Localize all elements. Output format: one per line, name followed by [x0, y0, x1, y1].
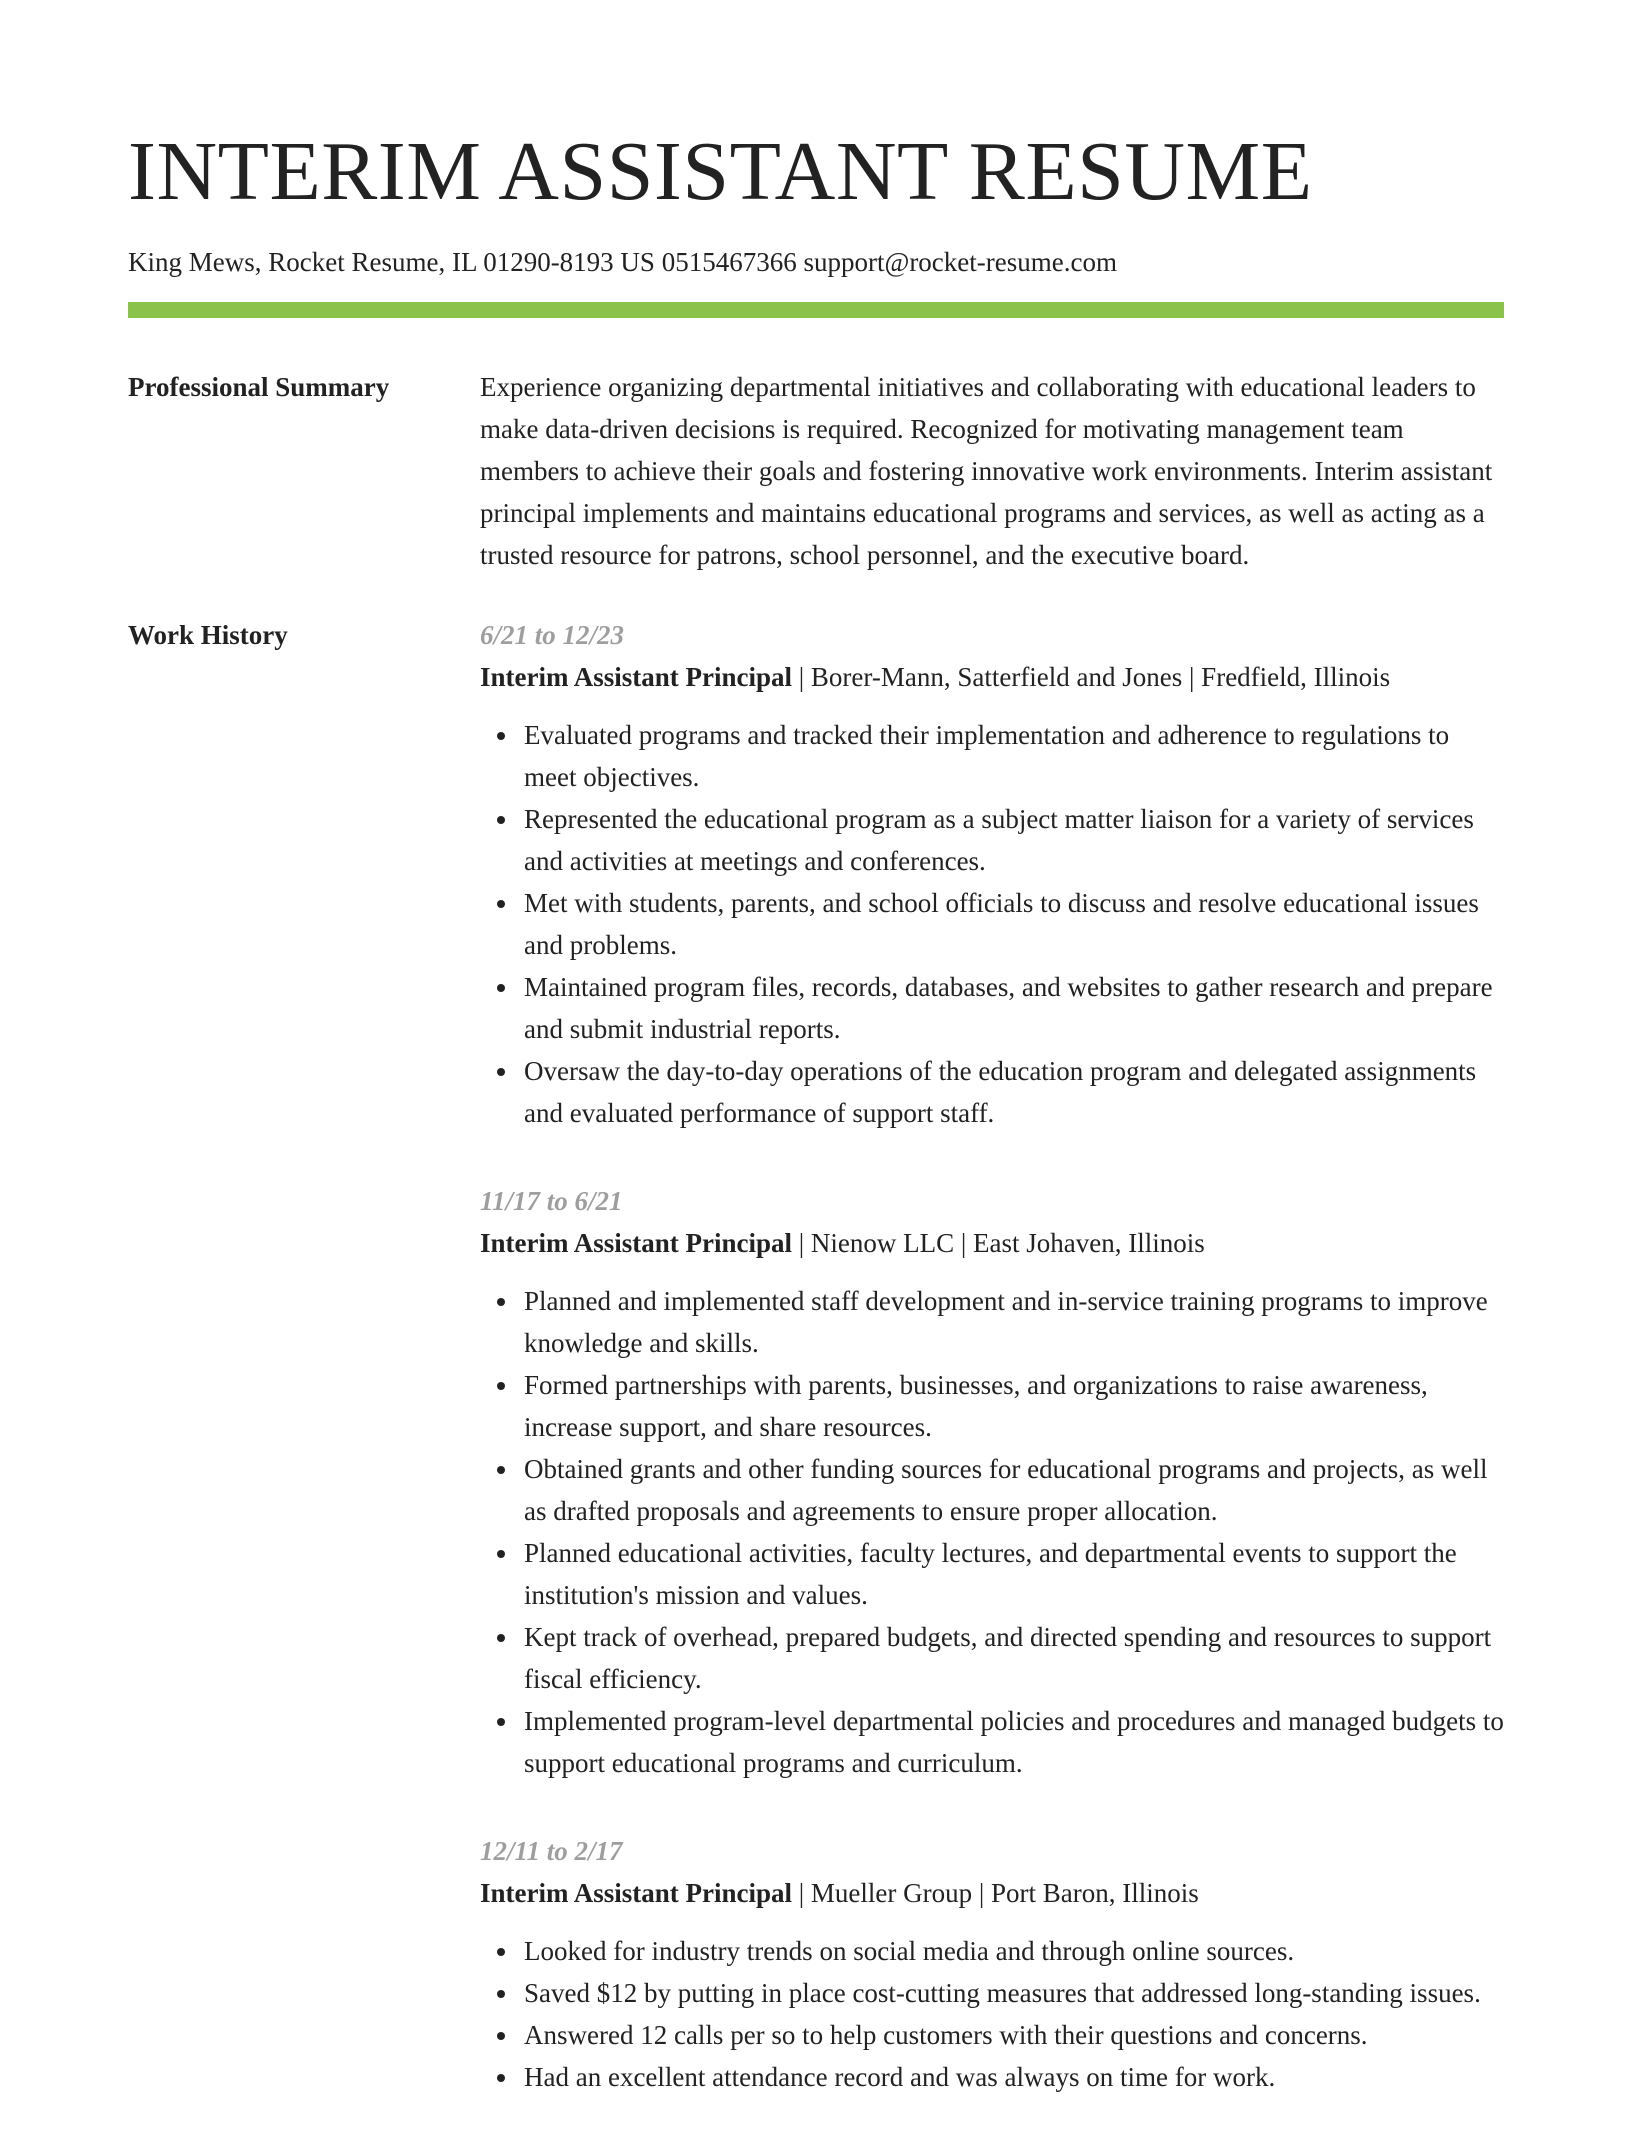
job-bullet: Met with students, parents, and school officials to discuss and resolve educational issues and problems.: [524, 882, 1504, 966]
job-bullet: Obtained grants and other funding sources for educational programs and projects, as well as drafted proposals and agreements to ensure proper allocation.: [524, 1448, 1504, 1532]
section-label-work: Work History: [128, 620, 288, 650]
job-bullet: Answered 12 calls per so to help customers with their questions and concerns.: [524, 2014, 1504, 2056]
summary-body: [480, 366, 1504, 576]
job-bullet: Planned and implemented staff development and in-service training programs to improve knowledge and skills.: [524, 1280, 1504, 1364]
resume-title: INTERIM ASSISTANT RESUME: [128, 125, 1313, 218]
job-bullet-list: [480, 714, 1504, 1134]
job-title: Interim Assistant Principal: [480, 662, 793, 692]
job-heading: [480, 1872, 1504, 1914]
job-employer-location: | Nienow LLC | East Johaven, Illinois: [792, 1228, 1205, 1258]
job-bullet: Represented the educational program as a subject matter liaison for a variety of services and activities at meetings and conferences.: [524, 798, 1504, 882]
job-bullet: Planned educational activities, faculty lectures, and departmental events to support the institution's mission and values.: [524, 1532, 1504, 1616]
job-title: Interim Assistant Principal: [480, 1878, 793, 1908]
job-bullet: Maintained program files, records, databases, and websites to gather research and prepare and submit industrial reports.: [524, 966, 1504, 1050]
job-dates: 11/17 to 6/21: [480, 1186, 623, 1216]
job-bullet: Oversaw the day-to-day operations of the education program and delegated assignments and evaluated performance of support staff.: [524, 1050, 1504, 1134]
contact-line: King Mews, Rocket Resume, IL 01290-8193 US 0515467366 support@rocket-resume.com: [128, 247, 1117, 277]
job-dates: 12/11 to 2/17: [480, 1836, 623, 1866]
job-bullet: Saved $12 by putting in place cost-cutting measures that addressed long-standing issues.: [524, 1972, 1504, 2014]
job-employer-location: | Borer-Mann, Satterfield and Jones | Fredfield, Illinois: [792, 662, 1391, 692]
section-label-summary: Professional Summary: [128, 372, 390, 402]
job-heading: [480, 656, 1504, 698]
job-bullet: Had an excellent attendance record and was always on time for work.: [524, 2056, 1504, 2098]
work-history-list: [480, 614, 1504, 2144]
job-bullet: Evaluated programs and tracked their implementation and adherence to regulations to meet objectives.: [524, 714, 1504, 798]
job-bullet-list: [480, 1280, 1504, 1784]
job-title: Interim Assistant Principal: [480, 1228, 793, 1258]
job-dates: 6/21 to 12/23: [480, 620, 625, 650]
job-bullet: Kept track of overhead, prepared budgets, and directed spending and resources to support fiscal efficiency.: [524, 1616, 1504, 1700]
work-history-section: [128, 614, 1504, 2144]
job-heading: [480, 1222, 1504, 1264]
resume-page: [128, 0, 1504, 2144]
summary-text: Experience organizing departmental initiatives and collaborating with educational leaders to make data-driven decisions is required. Recognized for motivating management team members to achieve their goals and fostering innovative work environments. Interim assistant principal implements and maintains educational programs and services, as well as acting as a trusted resource for patrons, school personnel, and the executive board.: [480, 372, 1493, 570]
job-bullet: Looked for industry trends on social media and through online sources.: [524, 1930, 1504, 1972]
job-employer-location: | Mueller Group | Port Baron, Illinois: [792, 1878, 1199, 1908]
job-entry: [480, 1830, 1504, 2098]
job-entry: [480, 614, 1504, 1134]
professional-summary-section: [128, 366, 1504, 576]
accent-divider: [128, 302, 1504, 318]
job-bullet-list: [480, 1930, 1504, 2098]
job-entry: [480, 1180, 1504, 1784]
job-bullet: Implemented program-level departmental policies and procedures and managed budgets to support educational programs and curriculum.: [524, 1700, 1504, 1784]
job-bullet: Formed partnerships with parents, businesses, and organizations to raise awareness, increase support, and share resources.: [524, 1364, 1504, 1448]
